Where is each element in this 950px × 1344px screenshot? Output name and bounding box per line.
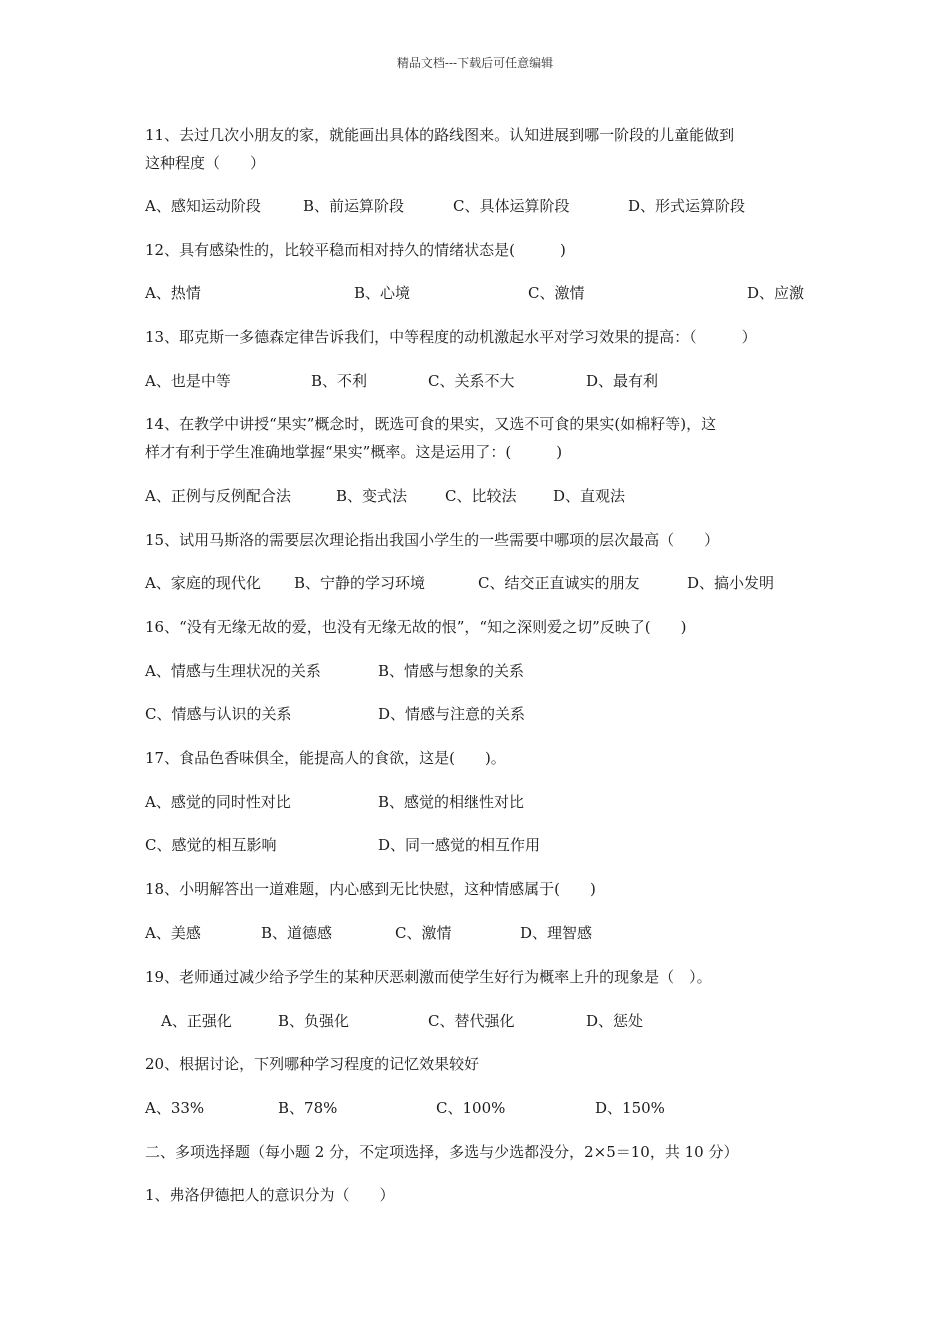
- option-a: A、感觉的同时性对比: [145, 793, 291, 811]
- question-14-stem: 14、在教学中讲授“果实”概念时，既选可食的果实，又选不可食的果实(如棉籽等)，这: [145, 415, 717, 433]
- option-b: B、心境: [354, 284, 411, 302]
- question-13-options: [0, 370, 950, 392]
- option-b: B、前运算阶段: [303, 197, 405, 215]
- question-20-stem: 20、根据讨论，下列哪种学习程度的记忆效果较好: [145, 1055, 480, 1073]
- question-12-stem: 12、具有感染性的，比较平稳而相对持久的情绪状态是( ): [145, 241, 566, 259]
- option-c: C、具体运算阶段: [453, 197, 570, 215]
- option-a: A、家庭的现代化: [145, 574, 261, 592]
- question-13-stem: 13、耶克斯一多德森定律告诉我们，中等程度的动机激起水平对学习效果的提高：（ ）: [145, 328, 757, 346]
- option-a: A、美感: [145, 924, 201, 942]
- option-d: D、150%: [595, 1099, 665, 1117]
- question-14-options: [0, 485, 950, 507]
- question-17-options-row2: [0, 834, 950, 856]
- option-d: D、应激: [747, 284, 805, 302]
- question-19-options: [0, 1010, 950, 1032]
- option-b: B、宁静的学习环境: [294, 574, 426, 592]
- option-a: A、正例与反例配合法: [145, 487, 291, 505]
- option-a: A、热情: [145, 284, 201, 302]
- question-20-options: [0, 1097, 950, 1119]
- option-c: C、感觉的相互影响: [145, 836, 277, 854]
- option-d: D、最有利: [586, 372, 659, 390]
- option-c: C、比较法: [445, 487, 517, 505]
- option-c: C、替代强化: [428, 1012, 515, 1030]
- option-d: D、理智感: [520, 924, 593, 942]
- option-a: A、情感与生理状况的关系: [145, 662, 321, 680]
- option-c: C、激情: [395, 924, 452, 942]
- option-b: B、78%: [278, 1099, 338, 1117]
- page-header: 精品文档---下载后可任意编辑: [396, 56, 554, 70]
- question-14-stem-cont: 样才有利于学生准确地掌握“果实”概率。这是运用了：( ): [145, 443, 563, 461]
- question-18-stem: 18、小明解答出一道难题，内心感到无比快慰，这种情感属于( ): [145, 880, 596, 898]
- question-11-stem-cont: 这种程度（ ）: [145, 154, 266, 172]
- option-c: C、情感与认识的关系: [145, 705, 292, 723]
- option-c: C、结交正直诚实的朋友: [478, 574, 640, 592]
- question-18-options: [0, 922, 950, 944]
- option-b: B、负强化: [278, 1012, 350, 1030]
- question-17-options: [0, 791, 950, 813]
- option-b: B、道德感: [261, 924, 333, 942]
- option-d: D、情感与注意的关系: [378, 705, 526, 723]
- option-d: D、搞小发明: [687, 574, 775, 592]
- question-11-stem: 11、去过几次小朋友的家，就能画出具体的路线图来。认知进展到哪一阶段的儿童能做到: [145, 126, 735, 144]
- section-2-heading: 二、多项选择题（每小题 2 分，不定项选择，多选与少选都没分，2×5＝10，共 10 分）: [145, 1143, 739, 1161]
- option-d: D、形式运算阶段: [628, 197, 746, 215]
- option-a: A、正强化: [161, 1012, 232, 1030]
- option-c: C、关系不大: [428, 372, 515, 390]
- option-d: D、惩处: [586, 1012, 644, 1030]
- question-17-stem: 17、食品色香味俱全，能提高人的食欲，这是( )。: [145, 749, 506, 767]
- question-16-options-row2: [0, 703, 950, 725]
- option-b: B、不利: [311, 372, 368, 390]
- option-a: A、感知运动阶段: [145, 197, 261, 215]
- option-c: C、100%: [436, 1099, 506, 1117]
- option-b: B、情感与想象的关系: [378, 662, 525, 680]
- question-11-options: [0, 195, 950, 217]
- question-15-stem: 15、试用马斯洛的需要层次理论指出我国小学生的一些需要中哪项的层次最高（ ）: [145, 531, 720, 549]
- question-19-stem: 19、老师通过减少给予学生的某种厌恶刺激而使学生好行为概率上升的现象是（ ）。: [145, 968, 712, 986]
- question-16-options: [0, 660, 950, 682]
- option-a: A、33%: [145, 1099, 205, 1117]
- question-15-options: [0, 572, 950, 594]
- option-a: A、也是中等: [145, 372, 231, 390]
- option-b: B、变式法: [336, 487, 408, 505]
- question-12-options: [0, 282, 950, 304]
- section-2-question-1: 1、弗洛伊德把人的意识分为（ ）: [145, 1186, 395, 1204]
- question-16-stem: 16、“没有无缘无故的爱，也没有无缘无故的恨”，“知之深则爱之切”反映了( ): [145, 618, 687, 636]
- option-c: C、激情: [528, 284, 585, 302]
- option-b: B、感觉的相继性对比: [378, 793, 525, 811]
- option-d: D、直观法: [553, 487, 626, 505]
- option-d: D、同一感觉的相互作用: [378, 836, 541, 854]
